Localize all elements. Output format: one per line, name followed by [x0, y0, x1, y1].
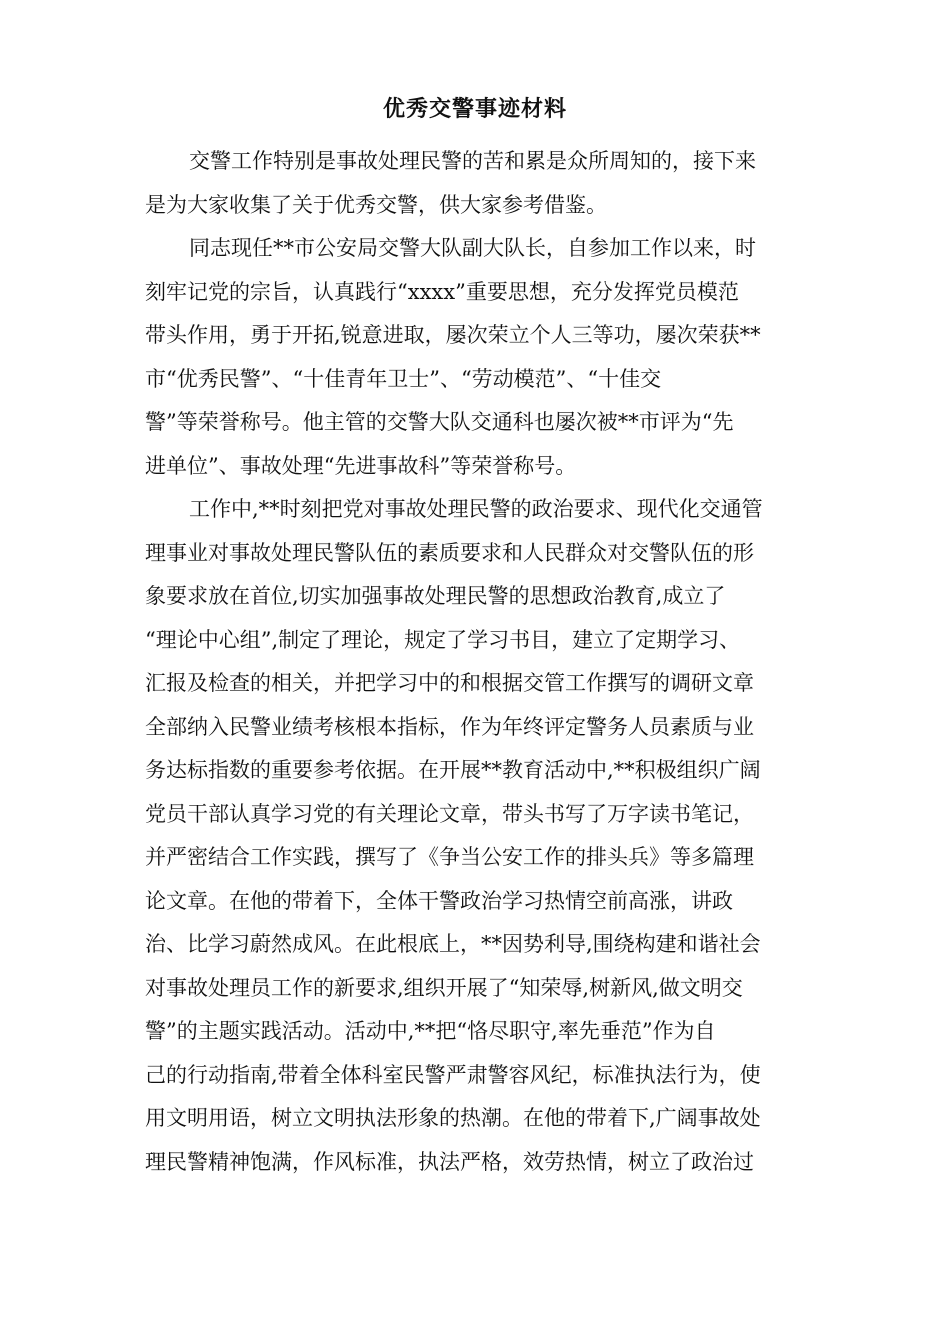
text-line: 党员干部认真学习党的有关理论文章，带头书写了万字读书笔记， [145, 801, 754, 826]
text-line: 警”等荣誉称号。他主管的交警大队交通科也屡次被**市评为“先 [145, 410, 734, 434]
text-line: 务达标指数的重要参考依据。在开展**教育活动中,**积极组织广阔 [145, 758, 761, 782]
text-line: 治、比学习蔚然成风。在此根底上，**因势利导,围绕构建和谐社会 [145, 932, 761, 956]
document-title: 优秀交警事迹材料 [382, 96, 567, 122]
text-line: 进单位”、事故处理“先进事故科”等荣誉称号。 [145, 453, 577, 478]
text-line: 汇报及检查的相关，并把学习中的和根据交管工作撰写的调研文章 [145, 671, 754, 695]
text-line: 对事故处理员工作的新要求,组织开展了“知荣辱,树新风,做文明交 [145, 975, 743, 1000]
text-line: 工作中,**时刻把党对事故处理民警的政治要求、现代化交通管 [189, 497, 763, 521]
text-line: 己的行动指南,带着全体科室民警严肃警容风纪，标准执法行为，使 [145, 1062, 761, 1087]
text-line: 象要求放在首位,切实加强事故处理民警的思想政治教育,成立了 [145, 584, 726, 608]
text-line: 全部纳入民警业绩考核根本指标，作为年终评定警务人员素质与业 [145, 714, 754, 739]
text-line: 同志现任**市公安局交警大队副大队长，自参加工作以来，时 [189, 236, 756, 260]
text-line: 警”的主题实践活动。活动中,**把“恪尽职守,率先垂范”作为自 [145, 1019, 716, 1043]
paragraph-profile [145, 227, 807, 488]
text-line: 刻牢记党的宗旨，认真践行“xxxx”重要思想，充分发挥党员模范 [145, 279, 739, 304]
text-line: 用文明用语，树立文明执法形象的热潮。在他的带着下,广阔事故处 [145, 1106, 761, 1130]
text-line: 理民警精神饱满，作风标准，执法严格，效劳热情，树立了政治过 [145, 1149, 754, 1174]
text-line: 市“优秀民警”、“十佳青年卫士”、“劳动模范”、“十佳交 [145, 366, 662, 391]
text-line: 是为大家收集了关于优秀交警，供大家参考借鉴。 [145, 192, 607, 217]
text-line: 论文章。在他的带着下，全体干警政治学习热情空前高涨，讲政 [145, 888, 733, 913]
document-body [145, 140, 807, 1184]
text-line: “理论中心组”,制定了理论，规定了学习书目，建立了定期学习、 [145, 627, 741, 652]
paragraph-work [145, 488, 807, 1184]
paragraph-intro [145, 140, 807, 227]
text-line: 理事业对事故处理民警队伍的素质要求和人民群众对交警队伍的形 [145, 540, 754, 565]
text-line: 带头作用，勇于开拓,锐意进取，屡次荣立个人三等功，屡次荣获** [145, 323, 761, 347]
text-line: 并严密结合工作实践，撰写了《争当公安工作的排头兵》等多篇理 [145, 845, 754, 869]
text-line: 交警工作特别是事故处理民警的苦和累是众所周知的，接下来 [189, 149, 756, 173]
